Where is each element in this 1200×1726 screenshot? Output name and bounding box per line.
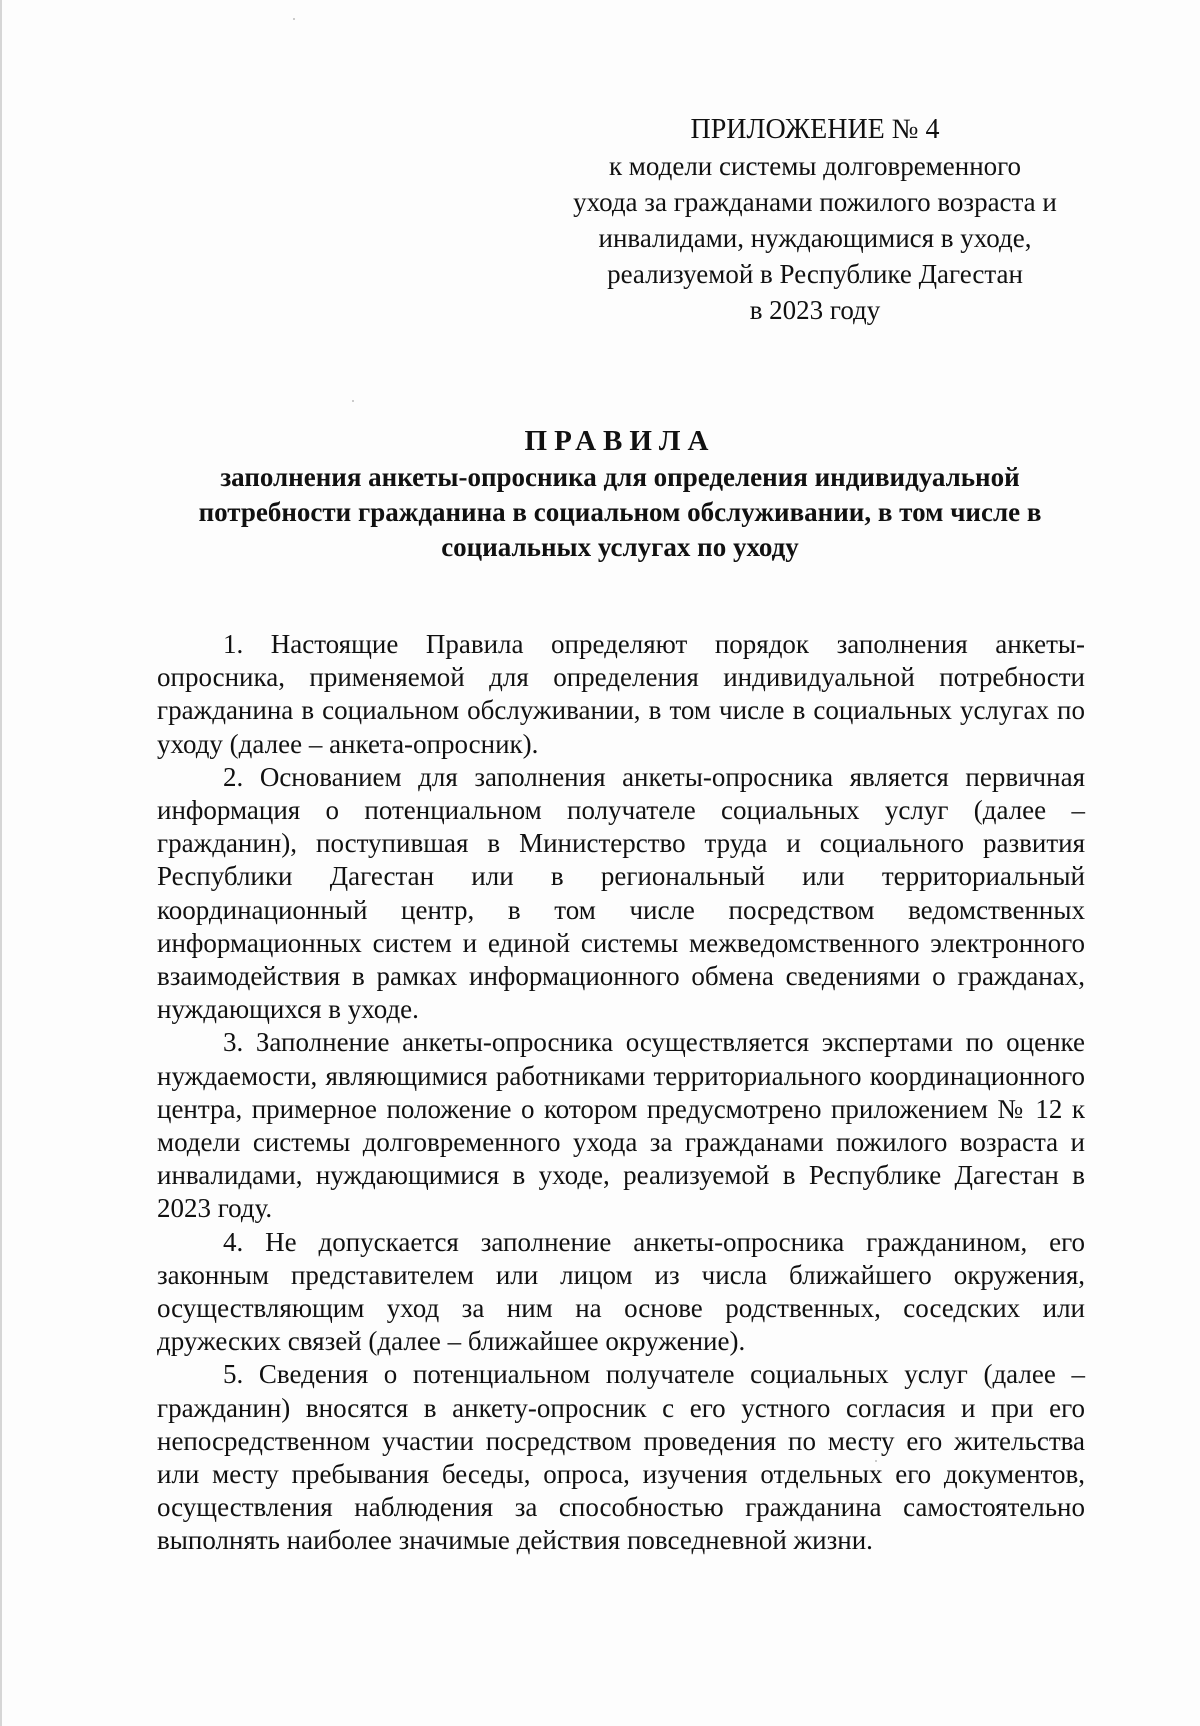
appendix-line: инвалидами, нуждающимися в уходе, — [598, 223, 1032, 253]
rules-subtitle-line: потребности гражданина в социальном обслуживании, в том числе в — [198, 497, 1042, 527]
appendix-title: ПРИЛОЖЕНИЕ № 4 — [690, 114, 940, 145]
appendix-header — [535, 112, 1095, 328]
paragraph-5: 5. Сведения о потенциальном получателе социальных услуг (далее – гражданин) вносятся в анкету-опросник с его устного согласия и при его непосредственном участии посредством проведения по месту его жительства или месту пребывания беседы, опроса, изучения отдельных его документов, осуществления наблюдения за способностью гражданина самостоятельно выполнять наиболее значимые действия повседневной жизни. — [157, 1359, 1085, 1556]
appendix-line: в 2023 году — [749, 295, 881, 325]
rules-subtitle-line: социальных услугах по уходу — [441, 532, 799, 562]
scan-speck — [293, 18, 295, 20]
rules-subtitle-line: заполнения анкеты-опросника для определения индивидуальной — [220, 462, 1020, 492]
rules-subtitle — [155, 460, 1085, 565]
appendix-line: к модели системы долговременного — [608, 151, 1022, 181]
scan-speck — [352, 400, 354, 402]
appendix-line: ухода за гражданами пожилого возраста и — [573, 187, 1057, 217]
appendix-line: реализуемой в Республике Дагестан — [607, 259, 1023, 289]
document-body — [157, 628, 1085, 1558]
paragraph-1: 1. Настоящие Правила определяют порядок заполнения анкеты-опросника, применяемой для определения индивидуальной потребности гражданина в социальном обслуживании, в том числе в социальных услугах по уходу (далее – анкета-опросник). — [157, 629, 1085, 759]
rules-title: ПРАВИЛА — [524, 425, 716, 457]
paragraph-2: 2. Основанием для заполнения анкеты-опросника является первичная информация о потенциальном получателе социальных услуг (далее – гражданин), поступившая в Министерство труда и социального развития Республики Дагестан или в региональный или территориальный координационный центр, в том числе посредством ведомственных информационных систем и единой системы межведомственного электронного взаимодействия в рамках информационного обмена сведениями о гражданах, нуждающихся в уходе. — [157, 761, 1085, 1025]
paragraph-3: 3. Заполнение анкеты-опросника осуществляется экспертами по оценке нуждаемости, являющимися работниками территориального координационного центра, примерное положение о котором предусмотрено приложением № 12 к модели системы долговременного ухода за гражданами пожилого возраста и инвалидами, нуждающимися в уходе, реализуемой в Республике Дагестан в 2023 году. — [157, 1027, 1085, 1224]
paragraph-4: 4. Не допускается заполнение анкеты-опросника гражданином, его законным представителем или лицом из числа ближайшего окружения, осуществляющим уход за ним на основе родственных, соседских или дружеских связей (далее – ближайшее окружение). — [157, 1226, 1085, 1357]
scan-edge — [0, 0, 2, 1726]
